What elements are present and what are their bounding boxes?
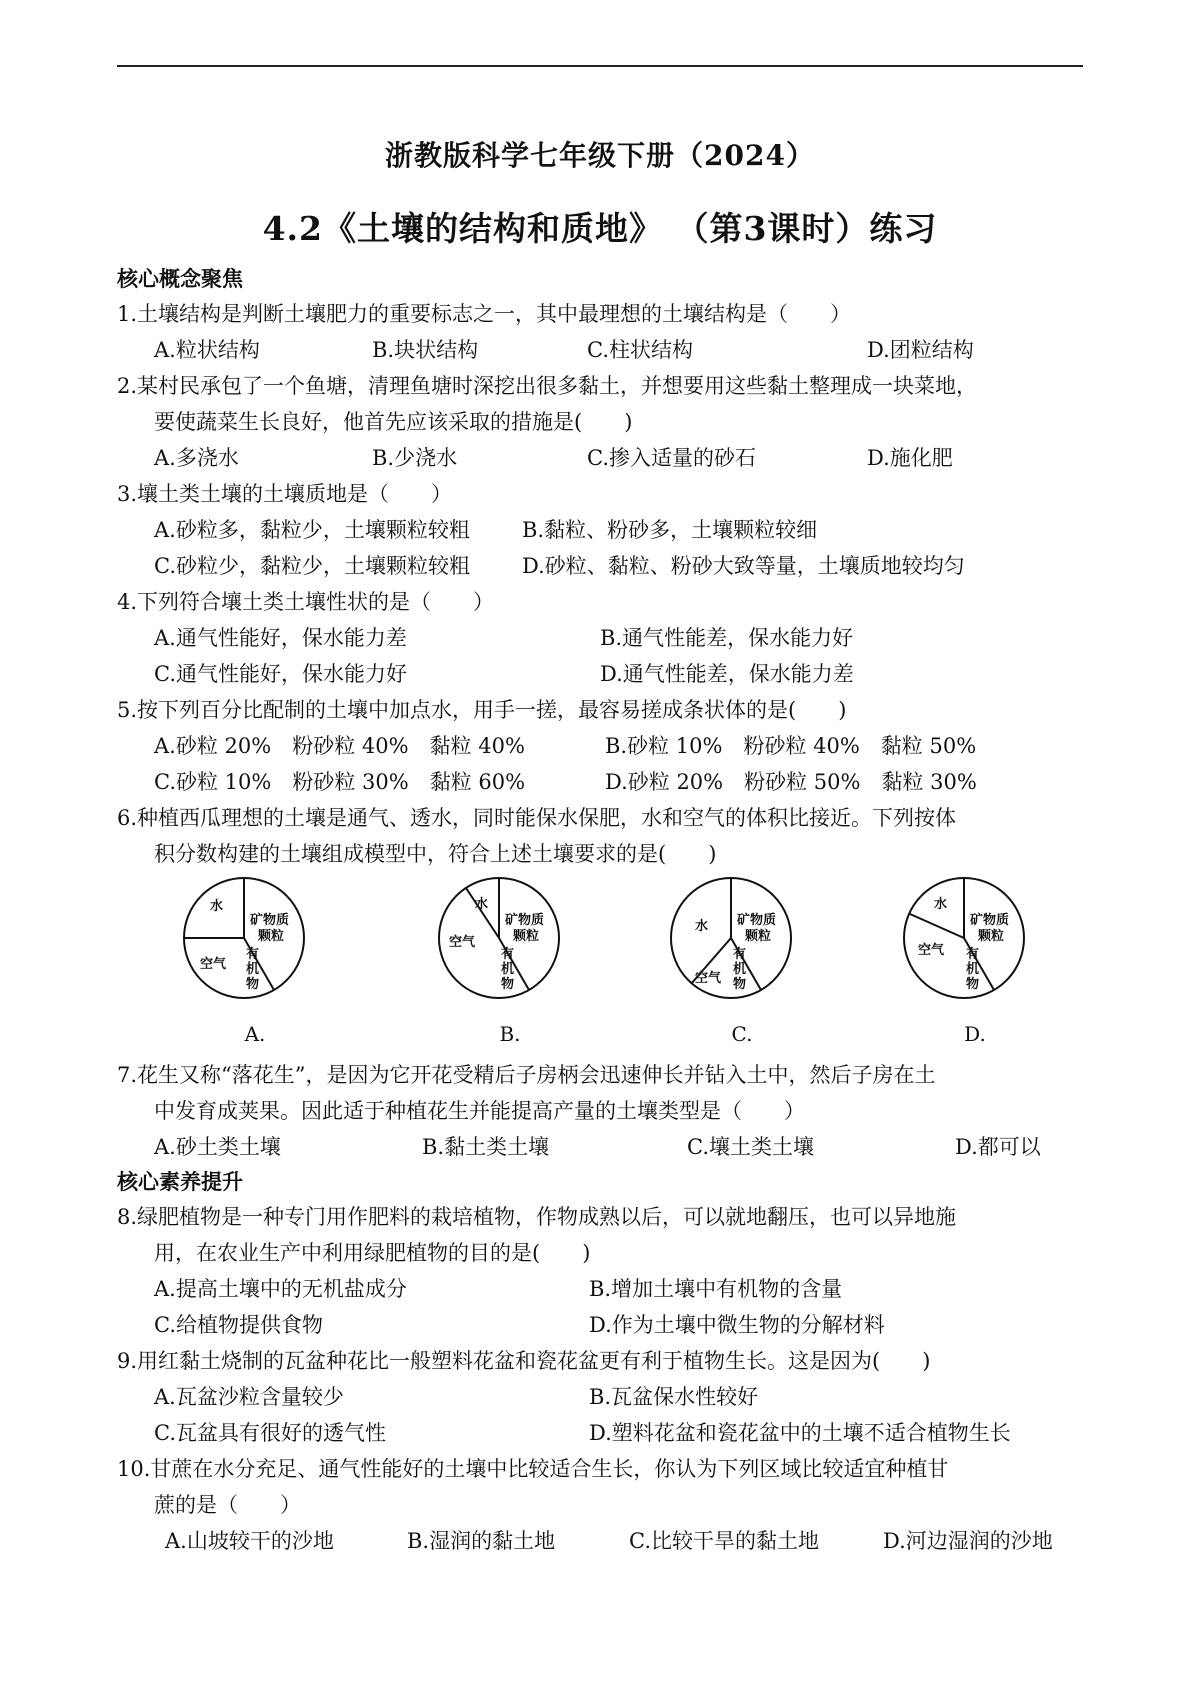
option-row — [117, 1523, 1092, 1559]
option-a[interactable]: A.多浇水 — [154, 446, 239, 470]
pie-label-water: 水 — [475, 897, 489, 912]
option-d[interactable]: D.砂粒 20% 粉砂粒 50% 黏粒 30% — [605, 770, 977, 794]
option-b[interactable]: B.黏粒、粉砂多，土壤颗粒较细 — [522, 518, 818, 542]
pie-label-mineral: 颗粒 — [745, 929, 772, 944]
pie-label-mineral: 矿物质 — [505, 913, 545, 928]
page-subtitle: 4.2《土壤的结构和质地》 （第3课时）练习 — [262, 209, 938, 248]
option-a[interactable]: A.粒状结构 — [154, 338, 260, 362]
option-row — [117, 440, 1092, 476]
pie-label-organic: 物 — [733, 977, 747, 992]
question-stem: 1.土壤结构是判断土壤肥力的重要标志之一，其中最理想的土壤结构是（ ） — [117, 302, 852, 326]
pie-label-water: 水 — [695, 919, 709, 934]
option-row — [117, 1129, 1092, 1165]
option-a[interactable]: A.瓦盆沙粒含量较少 — [154, 1385, 344, 1409]
pie-chart-d[interactable] — [900, 874, 1050, 1054]
pie-d-graphic — [900, 874, 1050, 1014]
option-b[interactable]: B.通气性能差，保水能力好 — [600, 626, 854, 650]
option-c[interactable]: C.壤土类土壤 — [687, 1135, 814, 1159]
pie-label-organic: 物 — [246, 977, 260, 992]
question-stem-cont: 要使蔬菜生长良好，他首先应该采取的措施是( ) — [154, 410, 633, 434]
option-d[interactable]: D.作为土壤中微生物的分解材料 — [589, 1313, 885, 1337]
option-row — [117, 728, 1092, 764]
option-row — [117, 656, 1092, 692]
option-d[interactable]: D.塑料花盆和瓷花盆中的土壤不适合植物生长 — [589, 1421, 1011, 1445]
pie-label-mineral: 颗粒 — [978, 929, 1005, 944]
option-c[interactable]: C.通气性能好，保水能力好 — [154, 662, 407, 686]
header-rule — [117, 65, 1083, 67]
pie-chart-c[interactable] — [667, 874, 817, 1054]
option-b[interactable]: B.瓦盆保水性较好 — [589, 1385, 759, 1409]
option-d[interactable]: D.通气性能差，保水能力差 — [600, 662, 854, 686]
option-row — [117, 512, 1092, 548]
pie-label-air: 空气 — [918, 943, 945, 958]
question-stem: 4.下列符合壤土类土壤性状的是（ ） — [117, 590, 495, 614]
option-row — [117, 332, 1092, 368]
question-stem: 7.花生又称“落花生”，是因为它开花受精后子房柄会迅速伸长并钻入土中，然后子房在土 — [117, 1063, 936, 1087]
option-a[interactable]: A.砂土类土壤 — [154, 1135, 281, 1159]
option-row — [117, 548, 1092, 584]
pie-label-organic: 有 — [246, 947, 260, 962]
question-stem-cont: 蔗的是（ ） — [154, 1493, 301, 1517]
pie-label-mineral: 矿物质 — [737, 913, 777, 928]
pie-chart-row — [117, 872, 1092, 1057]
question-stem-cont: 用，在农业生产中利用绿肥植物的目的是( ) — [154, 1241, 591, 1265]
option-a[interactable]: A.通气性能好，保水能力差 — [154, 626, 407, 650]
section-title: 核心概念聚焦 — [117, 266, 243, 291]
option-c[interactable]: C.掺入适量的砂石 — [587, 446, 756, 470]
option-b[interactable]: B.块状结构 — [372, 338, 479, 362]
pie-label-organic: 物 — [966, 977, 980, 992]
pie-label-mineral: 颗粒 — [513, 929, 540, 944]
pie-label-organic: 机 — [246, 962, 260, 977]
pie-label-organic: 有 — [501, 947, 515, 962]
pie-label-mineral: 矿物质 — [250, 913, 290, 928]
option-b[interactable]: B.少浇水 — [372, 446, 458, 470]
question-stem: 2.某村民承包了一个鱼塘，清理鱼塘时深挖出很多黏土，并想要用这些黏土整理成一块菜地， — [117, 374, 978, 398]
option-a[interactable]: A.山坡较干的沙地 — [165, 1529, 334, 1553]
pie-label-water: 水 — [934, 897, 948, 912]
pie-c-graphic — [667, 874, 817, 1014]
pie-label-air: 空气 — [695, 971, 722, 986]
pie-a-graphic — [180, 874, 330, 1014]
question-stem: 6.种植西瓜理想的土壤是通气、透水，同时能保水保肥，水和空气的体积比接近。下列按体 — [117, 806, 957, 830]
option-row — [117, 1415, 1092, 1451]
option-d[interactable]: D.施化肥 — [867, 446, 953, 470]
option-row — [117, 1307, 1092, 1343]
pie-label-water: 水 — [210, 899, 224, 914]
option-b[interactable]: B.增加土壤中有机物的含量 — [589, 1277, 843, 1301]
option-d[interactable]: D.砂粒、黏粒、粉砂大致等量，土壤质地较均匀 — [522, 554, 965, 578]
pie-label-mineral: 矿物质 — [970, 913, 1010, 928]
page-title: 浙教版科学七年级下册（2024） — [385, 139, 815, 172]
option-row — [117, 1271, 1092, 1307]
option-a[interactable]: A.砂粒 20% 粉砂粒 40% 黏粒 40% — [154, 734, 525, 758]
section-title: 核心素养提升 — [117, 1169, 243, 1194]
option-b[interactable]: B.砂粒 10% 粉砂粒 40% 黏粒 50% — [605, 734, 977, 758]
pie-label-organic: 机 — [733, 962, 747, 977]
pie-caption: D. — [964, 1022, 986, 1046]
option-d[interactable]: D.团粒结构 — [867, 338, 974, 362]
pie-chart-b[interactable] — [435, 874, 585, 1054]
option-c[interactable]: C.给植物提供食物 — [154, 1313, 323, 1337]
option-d[interactable]: D.河边湿润的沙地 — [883, 1529, 1053, 1553]
pie-caption: B. — [499, 1022, 521, 1046]
pie-b-graphic — [435, 874, 585, 1014]
pie-label-organic: 机 — [501, 962, 515, 977]
pie-label-organic: 机 — [966, 962, 980, 977]
option-row — [117, 620, 1092, 656]
question-stem: 8.绿肥植物是一种专门用作肥料的栽培植物，作物成熟以后，可以就地翻压，也可以异地施 — [117, 1205, 957, 1229]
option-row — [117, 764, 1092, 800]
option-c[interactable]: C.砂粒 10% 粉砂粒 30% 黏粒 60% — [154, 770, 526, 794]
worksheet-body — [117, 262, 1092, 1559]
option-row — [117, 1379, 1092, 1415]
pie-caption: A. — [244, 1022, 266, 1046]
pie-caption: C. — [731, 1022, 753, 1046]
pie-label-organic: 有 — [733, 947, 747, 962]
question-stem: 5.按下列百分比配制的土壤中加点水，用手一搓，最容易搓成条状体的是( ) — [117, 698, 847, 722]
question-stem: 10.甘蔗在水分充足、通气性能好的土壤中比较适合生长，你认为下列区域比较适宜种植甘 — [117, 1457, 949, 1481]
option-c[interactable]: C.砂粒少，黏粒少，土壤颗粒较粗 — [154, 554, 470, 578]
option-a[interactable]: A.提高土壤中的无机盐成分 — [154, 1277, 407, 1301]
pie-chart-a[interactable] — [180, 874, 330, 1054]
option-c[interactable]: C.瓦盆具有很好的透气性 — [154, 1421, 386, 1445]
pie-label-organic: 有 — [966, 947, 980, 962]
question-stem-cont: 中发育成荚果。因此适于种植花生并能提高产量的土壤类型是（ ） — [154, 1099, 805, 1123]
option-c[interactable]: C.柱状结构 — [587, 338, 693, 362]
question-stem: 3.壤土类土壤的土壤质地是（ ） — [117, 482, 453, 506]
pie-label-mineral: 颗粒 — [258, 929, 285, 944]
option-b[interactable]: B.黏土类土壤 — [422, 1135, 550, 1159]
pie-label-air: 空气 — [200, 957, 227, 972]
option-a[interactable]: A.砂粒多，黏粒少，土壤颗粒较粗 — [154, 518, 470, 542]
pie-label-organic: 物 — [501, 977, 515, 992]
option-d[interactable]: D.都可以 — [955, 1135, 1041, 1159]
pie-label-air: 空气 — [449, 935, 476, 950]
question-stem-cont: 积分数构建的土壤组成模型中，符合上述土壤要求的是( ) — [154, 842, 717, 866]
option-c[interactable]: C.比较干旱的黏土地 — [629, 1529, 819, 1553]
option-b[interactable]: B.湿润的黏土地 — [407, 1529, 556, 1553]
question-stem: 9.用红黏土烧制的瓦盆种花比一般塑料花盆和瓷花盆更有利于植物生长。这是因为( ) — [117, 1349, 931, 1373]
